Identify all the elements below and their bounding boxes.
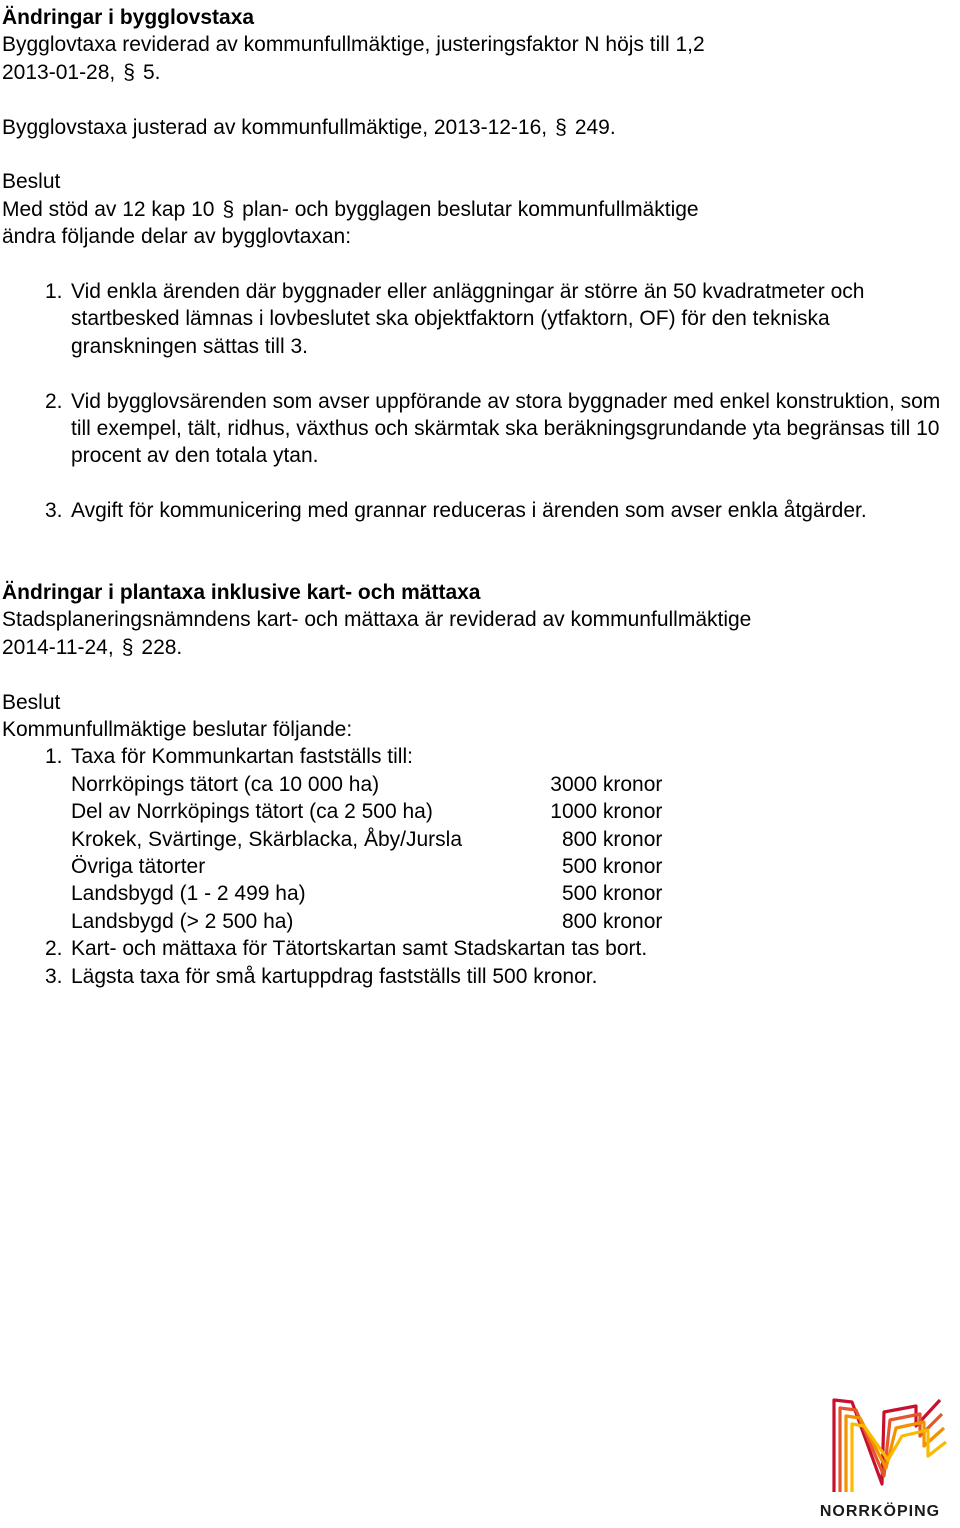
list-text: Vid enkla ärenden där byggnader eller anläggningar är större än 50 kvadratmeter och startbesked lämnas i lovbeslutet ska objektfaktorn (ytfaktorn, OF) för den tekniska granskningen sättas till 3.	[71, 280, 865, 358]
rate-unit: kronor	[602, 827, 663, 851]
section-heading-bygglovstaxa: Ändringar i bygglovstaxa	[2, 6, 255, 29]
decision-intro-part: Med stöd av 12 kap 10	[2, 197, 215, 221]
revision-ref: 228.	[141, 635, 183, 659]
beslut-label: Beslut	[2, 170, 61, 194]
document-page	[2, 4, 942, 990]
rate-price	[537, 826, 662, 853]
revision-line: Bygglovtaxa reviderad av kommunfullmäktige, justeringsfaktor N höjs till 1,2	[2, 33, 705, 57]
rate-place: Landsbygd (1 - 2 499 ha)	[71, 882, 306, 906]
rate-price	[537, 908, 662, 935]
rate-row	[71, 798, 662, 825]
paragraph-symbol: §	[123, 60, 135, 84]
rate-price	[537, 880, 662, 907]
rate-row	[71, 771, 662, 798]
rate-price	[537, 853, 662, 880]
list-text: Vid bygglovsärenden som avser uppförande av stora byggnader med enkel konstruktion, som till exempel, tält, ridhus, växthus och skärmtak ska beräkningsgrundande yta begränsas till 10 procent av den totala ytan.	[71, 389, 941, 468]
rate-price	[537, 798, 662, 825]
rate-row	[71, 908, 662, 935]
decision-intro: Kommunfullmäktige beslutar följande:	[2, 718, 353, 742]
rate-unit: kronor	[602, 882, 663, 906]
beslut-label: Beslut	[2, 690, 61, 714]
rate-unit: kronor	[602, 909, 663, 933]
plantaxa-changes-list	[2, 743, 942, 990]
list-number: 3.	[45, 964, 63, 988]
rate-unit: kronor	[602, 772, 663, 796]
rate-unit: kronor	[602, 855, 663, 879]
list-body	[71, 743, 942, 935]
kommunkartan-rate-table	[71, 771, 662, 935]
rate-place: Norrköpings tätort (ca 10 000 ha)	[71, 772, 380, 796]
rate-price	[537, 771, 662, 798]
revision-ref: 5.	[142, 60, 161, 84]
adjustment-text: Bygglovstaxa justerad av kommunfullmäktige, 2013-12-16,	[2, 115, 548, 139]
rate-amount: 500	[561, 855, 597, 879]
list-item	[2, 388, 942, 470]
list-number: 2.	[45, 937, 63, 961]
list-text: Lägsta taxa för små kartuppdrag fastställs till 500 kronor.	[71, 964, 598, 988]
decision-intro-continued: ändra följande delar av bygglovtaxan:	[2, 225, 352, 249]
revision-date: 2014-11-24,	[2, 635, 114, 659]
rate-place: Landsbygd (> 2 500 ha)	[71, 909, 294, 933]
list-item	[2, 743, 942, 935]
rate-amount: 1000	[550, 800, 597, 824]
list-text: Kart- och mättaxa för Tätortskartan samt Stadskartan tas bort.	[71, 937, 648, 961]
revision-date: 2013-01-28,	[2, 60, 116, 84]
rate-amount: 500	[561, 882, 597, 906]
logo-text: NORRKÖPING	[819, 1503, 941, 1520]
section-heading-plantaxa: Ändringar i plantaxa inklusive kart- och mättaxa	[2, 581, 481, 605]
paragraph-symbol: §	[555, 115, 567, 139]
rate-amount: 3000	[550, 772, 597, 796]
list-number: 1.	[45, 745, 63, 769]
rate-amount: 800	[561, 909, 597, 933]
revision-line: Stadsplaneringsnämndens kart- och mättaxa är reviderad av kommunfullmäktige	[2, 608, 752, 632]
rate-place: Krokek, Svärtinge, Skärblacka, Åby/Jursla	[71, 827, 463, 851]
paragraph-symbol: §	[121, 635, 134, 659]
rate-amount: 800	[561, 827, 597, 851]
rate-place: Del av Norrköpings tätort (ca 2 500 ha)	[71, 800, 433, 824]
norrkoping-logo	[812, 1392, 948, 1522]
list-item	[2, 278, 942, 360]
list-number: 3.	[45, 499, 63, 523]
norrkoping-logo-mark	[812, 1392, 948, 1496]
revision-date-line	[2, 59, 942, 86]
bygglov-changes-list	[2, 278, 942, 525]
rate-place: Övriga tätorter	[71, 855, 206, 879]
rate-unit: kronor	[602, 800, 663, 824]
list-number: 2.	[45, 389, 63, 413]
revision-date-line	[2, 634, 942, 661]
adjustment-ref: 249.	[574, 115, 616, 139]
paragraph-symbol: §	[222, 197, 235, 221]
list-text: Taxa för Kommunkartan fastställs till:	[71, 745, 413, 769]
list-item	[2, 963, 942, 990]
list-item	[2, 935, 942, 962]
list-item	[2, 497, 942, 524]
rate-row	[71, 826, 662, 853]
decision-intro	[2, 196, 942, 223]
list-text: Avgift för kommunicering med grannar reduceras i ärenden som avser enkla åtgärder.	[71, 499, 867, 523]
adjustment-line	[2, 114, 942, 141]
list-number: 1.	[45, 280, 63, 304]
rate-row	[71, 853, 662, 880]
decision-intro-part: plan- och bygglagen beslutar kommunfullmäktige	[242, 197, 699, 221]
rate-row	[71, 880, 662, 907]
